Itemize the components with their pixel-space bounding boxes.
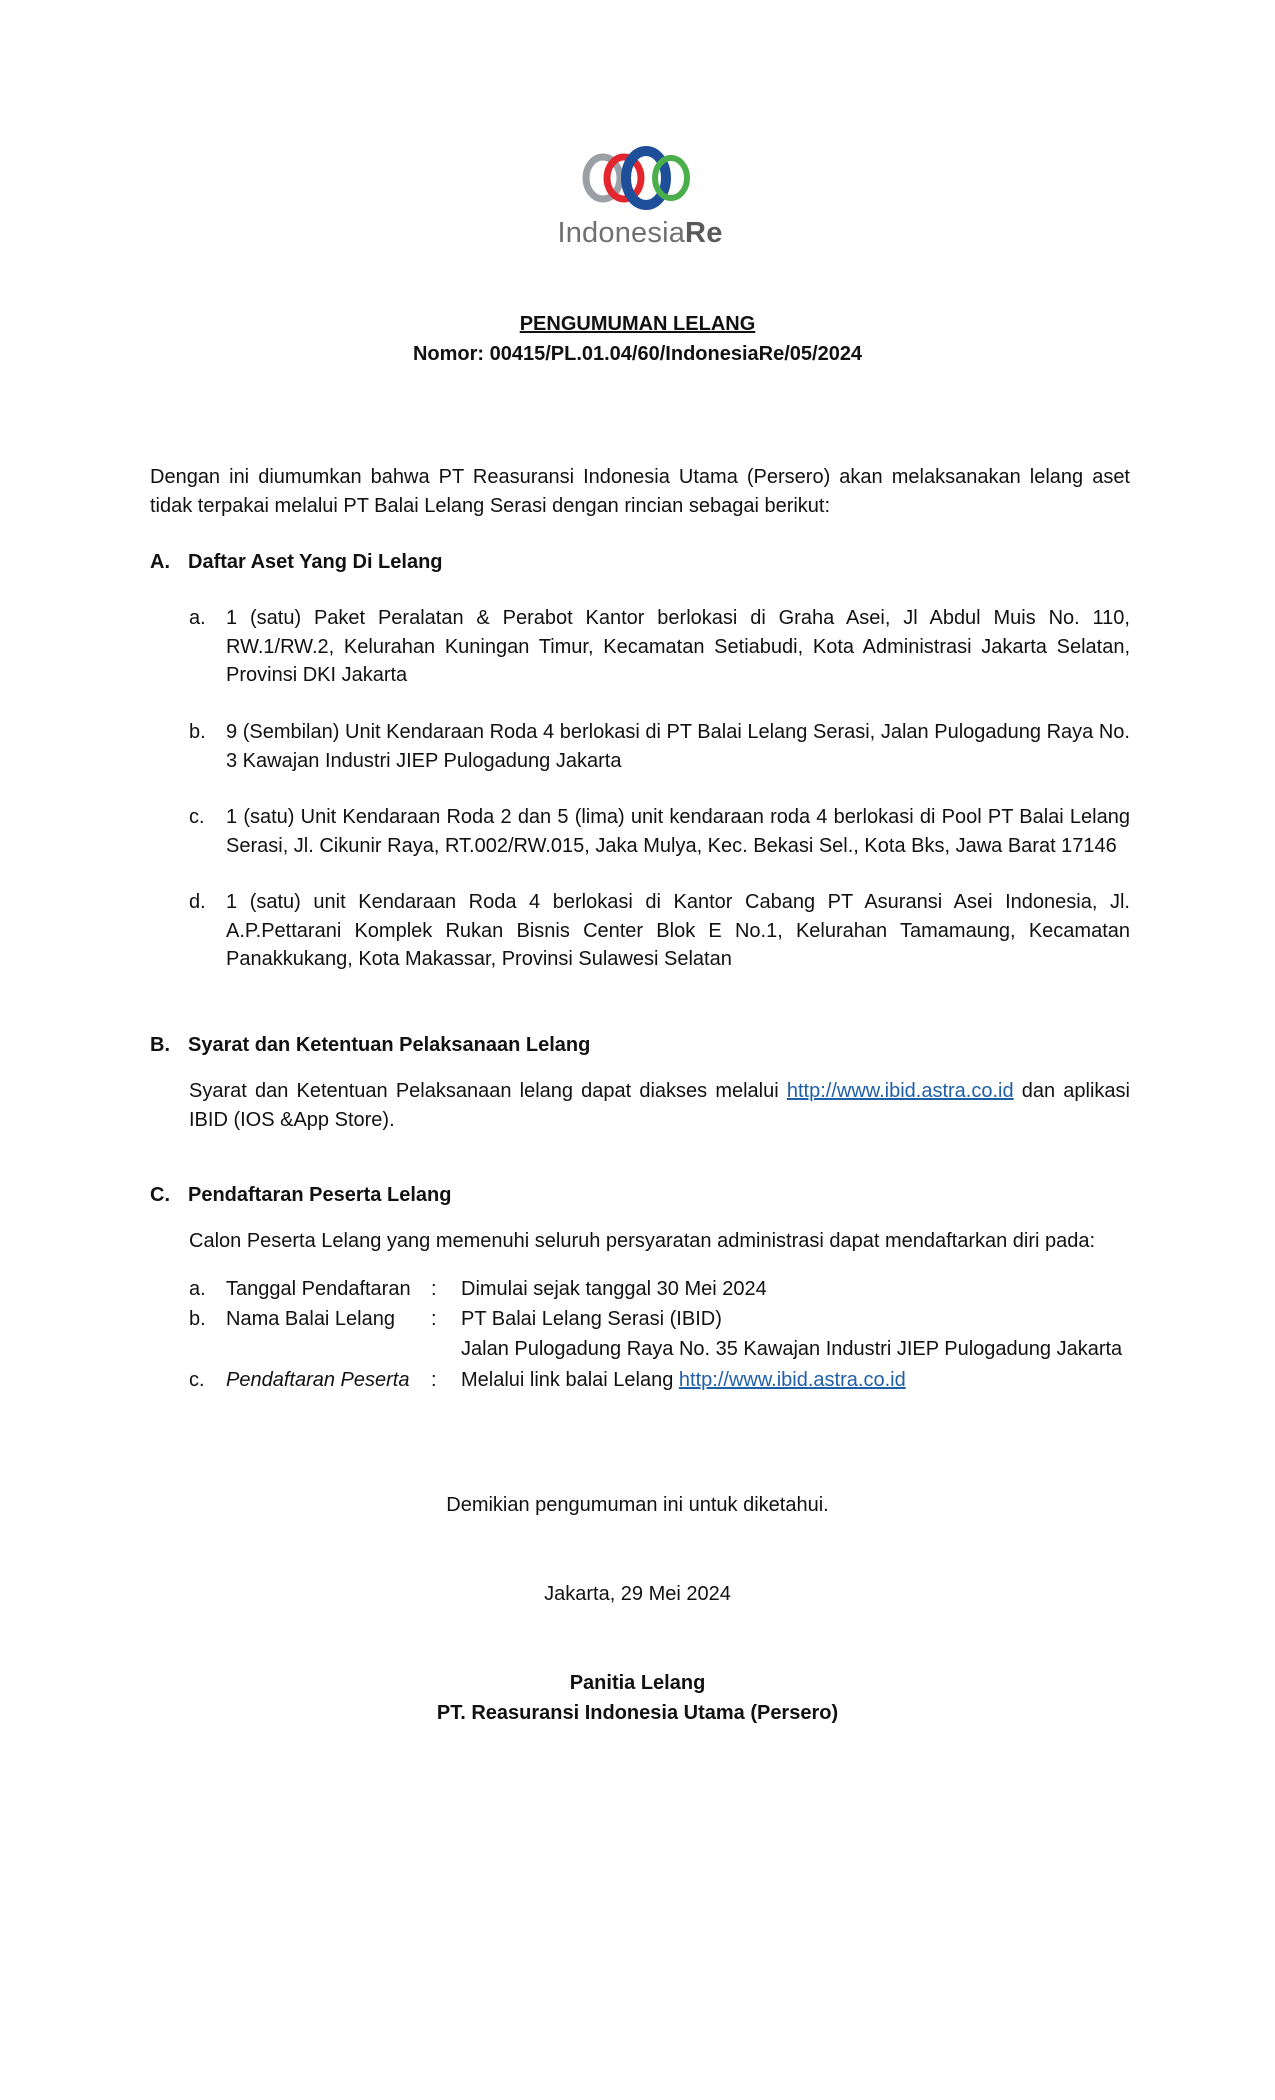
logo-rings-icon — [545, 145, 735, 215]
section-c-heading: C. Pendaftaran Peserta Lelang — [150, 1184, 452, 1206]
asset-item-c: c. 1 (satu) Unit Kendaraan Roda 2 dan 5 (lima) unit kendaraan roda 4 berlokasi di Pool PT Balai Lelang Serasi, Jl. Cikunir Raya, RT.002/RW.015, Jaka Mulya, Kec. Bekasi Sel., Kota Bks, Jawa Barat 17146 — [189, 806, 1130, 857]
asset-item-a: a. 1 (satu) Paket Peralatan & Perabot Kantor berlokasi di Graha Asei, Jl Abdul Muis No. 110, RW.1/RW.2, Kelurahan Kuningan Timur, Kecamatan Setiabudi, Kota Administrasi Jakarta Selatan, Provinsi DKI Jakarta — [189, 607, 1130, 686]
indonesiare-logo — [545, 145, 735, 255]
company-name: PT. Reasuransi Indonesia Utama (Persero) — [436, 1702, 839, 1724]
announcement-page: IndonesiaRe PENGUMUMAN LELANG Nomor: 00415/PL.01.04/60/IndonesiaRe/05/2024 Dengan ini diumumkan bahwa PT Reasuransi Indonesia Utama (Persero) akan melaksanakan lelang aset tidak terpakai melalui PT Balai Lelang Serasi dengan rincian sebagai berikut: A. Daftar Aset Yang Di Lelang a. 1 (satu) Paket Peralatan & Perabot Kantor berlokasi di Graha Asei, Jl Abdul Muis No. 110, RW.1/RW.2, Kelurahan Kuningan Timur, Kecamatan Setiabudi, Kota Administrasi Jakarta Selatan, Provinsi DKI Jakarta b. 9 (Sembilan) Unit Kendaraan Roda 4 berlokasi di PT Balai Lelang Serasi, Jalan Pulogadung Raya No. 3 Kawajan Industri JIEP Pulogadung Jakarta c. 1 (satu) Unit Kendaraan Roda 2 dan 5 (lima) unit kendaraan roda 4 berlokasi di Pool PT Balai Lelang Serasi, Jl. Cikunir Raya, RT.002/RW.015, Jaka Mulya, Kec. Bekasi Sel., Kota Bks, Jawa Barat 17146 d. 1 (satu) unit Kendaraan Roda 4 berlokasi di Kantor Cabang PT Asuransi Asei Indonesia, Jl. A.P.Pettarani Komplek Rukan Bisnis Center Blok E No.1, Kelurahan Tamamaung, Kecamatan Panakkukang, Kota Makassar, Provinsi Sulawesi Selatan B. Syarat dan Ketentuan Pelaksanaan Lelang Syarat dan Ketentuan Pelaksanaan lelang dapat diakses melalui http://www.ibid.astra.co.id dan aplikasi IBID (IOS &App Store). C. Pendaftaran Peserta Lelang Calon Peserta Lelang yang memenuhi seluruh persyaratan administrasi dapat mendaftarkan diri pada: a. Tanggal Pendaftaran : Dimulai sejak tanggal 30 Mei 2024 b. Nama Balai Lelang : PT Balai Lelang Serasi (IBID) Jalan Pulogadung Raya No. 35 Kawajan Industri JIEP Pulogadung Jakarta c. Pendaftaran Peserta : Melalui link balai Lelang http://www.ibid.astra.co.id Demikian pengumuman ini untuk diketahui. Jakarta, 29 Mei 2024 Panitia Lelang PT. Reasuransi Indonesia Utama (Persero) — [0, 0, 1275, 2100]
registration-intro: Calon Peserta Lelang yang memenuhi seluruh persyaratan administrasi dapat mendaftarkan diri pada: — [189, 1230, 1096, 1252]
logo-wordmark: IndonesiaRe — [557, 217, 723, 249]
ibid-link[interactable]: http://www.ibid.astra.co.id — [786, 1080, 1014, 1102]
terms-paragraph: Syarat dan Ketentuan Pelaksanaan lelang dapat diakses melalui http://www.ibid.astra.co.id dan aplikasi IBID (IOS &App Store). — [189, 1080, 1131, 1131]
registration-link[interactable]: http://www.ibid.astra.co.id — [678, 1369, 906, 1391]
asset-item-b: b. 9 (Sembilan) Unit Kendaraan Roda 4 berlokasi di PT Balai Lelang Serasi, Jalan Pulogadung Raya No. 3 Kawajan Industri JIEP Pulogadung Jakarta — [189, 721, 1130, 772]
intro-paragraph: Dengan ini diumumkan bahwa PT Reasuransi Indonesia Utama (Persero) akan melaksanakan lelang aset tidak terpakai melalui PT Balai Lelang Serasi dengan rincian sebagai berikut: — [150, 466, 1130, 517]
document-title: PENGUMUMAN LELANG — [519, 313, 756, 335]
section-a-heading: A. Daftar Aset Yang Di Lelang — [150, 551, 443, 573]
signatory: Panitia Lelang — [569, 1672, 706, 1694]
section-b-heading: B. Syarat dan Ketentuan Pelaksanaan Lelang — [150, 1034, 591, 1056]
place-date: Jakarta, 29 Mei 2024 — [544, 1583, 731, 1605]
closing-statement: Demikian pengumuman ini untuk diketahui. — [446, 1494, 829, 1516]
asset-item-d: d. 1 (satu) unit Kendaraan Roda 4 berlokasi di Kantor Cabang PT Asuransi Asei Indonesia, Jl. A.P.Pettarani Komplek Rukan Bisnis Center Blok E No.1, Kelurahan Tamamaung, Kecamatan Panakkukang, Kota Makassar, Provinsi Sulawesi Selatan — [189, 891, 1130, 970]
document-number: Nomor: 00415/PL.01.04/60/IndonesiaRe/05/2024 — [412, 343, 863, 365]
